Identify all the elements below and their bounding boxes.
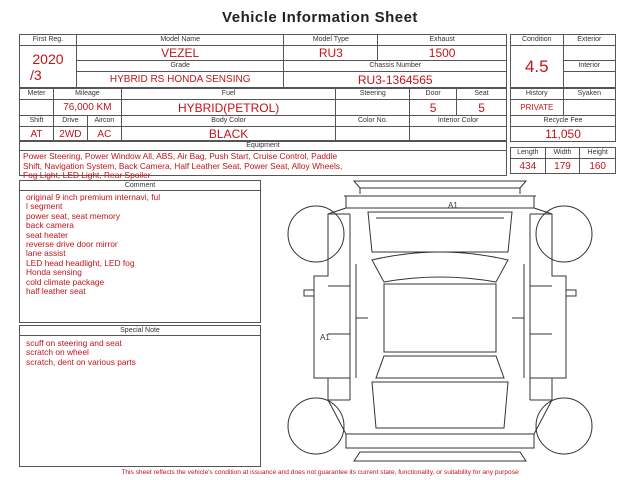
first-reg-value xyxy=(20,46,77,88)
special-note-line: scratch, dent on various parts xyxy=(26,356,136,367)
condition-label: Condition xyxy=(511,35,564,46)
color-no-label: Color No. xyxy=(336,116,410,127)
dimensions-table xyxy=(510,147,616,174)
damage-mark: A1 xyxy=(320,333,330,342)
wheel-rear-right xyxy=(536,398,592,454)
comment-line: half leather seat xyxy=(26,286,86,297)
special-note-list xyxy=(20,336,260,367)
syaken-value xyxy=(563,100,615,116)
equipment-section xyxy=(19,140,507,181)
chassis-value: RU3-1364565 xyxy=(284,72,507,88)
condition-table xyxy=(510,34,616,88)
length-value: 434 xyxy=(511,159,546,174)
seat-value: 5 xyxy=(457,100,507,116)
car-damage-diagram xyxy=(264,178,616,468)
width-label: Width xyxy=(545,148,580,159)
history-label: History xyxy=(511,89,564,100)
comment-line: LED head headlight, LED fog xyxy=(26,257,135,268)
syaken-label: Syaken xyxy=(563,89,615,100)
grade-label: Grade xyxy=(76,61,284,72)
body-color-label: Body Color xyxy=(121,116,336,127)
interior-color-label: Interior Color xyxy=(410,116,507,127)
first-reg-month: /3 xyxy=(30,66,42,83)
seat-label: Seat xyxy=(457,89,507,100)
comment-label: Comment xyxy=(20,181,260,191)
meter-value xyxy=(20,100,54,116)
comment-line: lane assist xyxy=(26,248,66,259)
aircon-value: AC xyxy=(87,127,121,142)
fuel-label: Fuel xyxy=(121,89,336,100)
comment-line: seat heater xyxy=(26,229,68,240)
history-table xyxy=(510,88,616,142)
height-label: Height xyxy=(580,148,616,159)
car-outline xyxy=(288,181,592,461)
first-reg-label: First Reg. xyxy=(20,35,77,46)
comment-line: back camera xyxy=(26,220,74,231)
fuel-value: HYBRID(PETROL) xyxy=(121,100,336,116)
condition-value: 4.5 xyxy=(511,46,564,88)
recycle-fee-label: Recycle Fee xyxy=(511,116,616,127)
vehicle-id-table xyxy=(19,34,507,88)
drive-label: Drive xyxy=(53,116,87,127)
damage-mark: A1 xyxy=(448,201,458,210)
exhaust-value: 1500 xyxy=(378,46,507,61)
chassis-label: Chassis Number xyxy=(284,61,507,72)
page-title: Vehicle Information Sheet xyxy=(222,9,418,26)
steering-value xyxy=(336,100,410,116)
length-label: Length xyxy=(511,148,546,159)
comment-list xyxy=(20,191,260,296)
exterior-value xyxy=(563,46,615,61)
history-value: PRIVATE xyxy=(511,100,564,116)
equipment-line: Fog Light, LED Light, Rear Spoiler xyxy=(23,170,151,181)
comment-line: reverse drive door mirror xyxy=(26,239,118,250)
aircon-label: Aircon xyxy=(87,116,121,127)
comment-line: original 9 inch premium internavi, ful xyxy=(26,192,161,202)
mileage-value: 76,000 KM xyxy=(53,100,121,116)
height-value: 160 xyxy=(580,159,616,174)
door-value: 5 xyxy=(410,100,457,116)
comment-line: power seat, seat memory xyxy=(26,210,121,221)
special-note-label: Special Note xyxy=(20,326,260,336)
equipment-label: Equipment xyxy=(20,141,506,151)
special-note-section xyxy=(19,325,261,467)
mileage-label: Mileage xyxy=(53,89,121,100)
special-note-line: scratch on wheel xyxy=(26,347,89,358)
drive-value: 2WD xyxy=(53,127,87,142)
shift-label: Shift xyxy=(20,116,54,127)
comment-line: l segment xyxy=(26,201,63,212)
equipment-line: Shift, Navigation System, Back Camera, Half Leather Seat, Power Seat, Alloy Wheels, xyxy=(23,160,343,171)
shift-value: AT xyxy=(20,127,54,142)
width-value: 179 xyxy=(545,159,580,174)
first-reg-year: 2020 xyxy=(32,50,64,67)
special-note-line: scuff on steering and seat xyxy=(26,338,122,348)
steering-label: Steering xyxy=(336,89,410,100)
specs-table xyxy=(19,88,507,142)
recycle-fee-value: 11,050 xyxy=(511,127,616,142)
body-color-value: BLACK xyxy=(121,127,336,142)
model-type-label: Model Type xyxy=(284,35,378,46)
comment-line: Honda sensing xyxy=(26,267,82,278)
exterior-label: Exterior xyxy=(563,35,615,46)
door-label: Door xyxy=(410,89,457,100)
equipment-line: Power Steering, Power Window All, ABS, Air Bag, Push Start, Cruise Control, Paddle xyxy=(23,151,338,161)
interior-label: Interior xyxy=(563,61,615,72)
model-name-label: Model Name xyxy=(76,35,284,46)
model-type-value: RU3 xyxy=(284,46,378,61)
grade-value: HYBRID RS HONDA SENSING xyxy=(76,72,284,88)
disclaimer-footer: This sheet reflects the vehicle's condition at issuance and does not guarantee its current state, functionality, or suitability for any purpose xyxy=(121,469,519,476)
comment-section xyxy=(19,180,261,323)
meter-label: Meter xyxy=(20,89,54,100)
wheel-rear-left xyxy=(288,398,344,454)
interior-value xyxy=(563,72,615,88)
exhaust-label: Exhaust xyxy=(378,35,507,46)
model-name-value: VEZEL xyxy=(76,46,284,61)
comment-line: cold climate package xyxy=(26,276,105,287)
